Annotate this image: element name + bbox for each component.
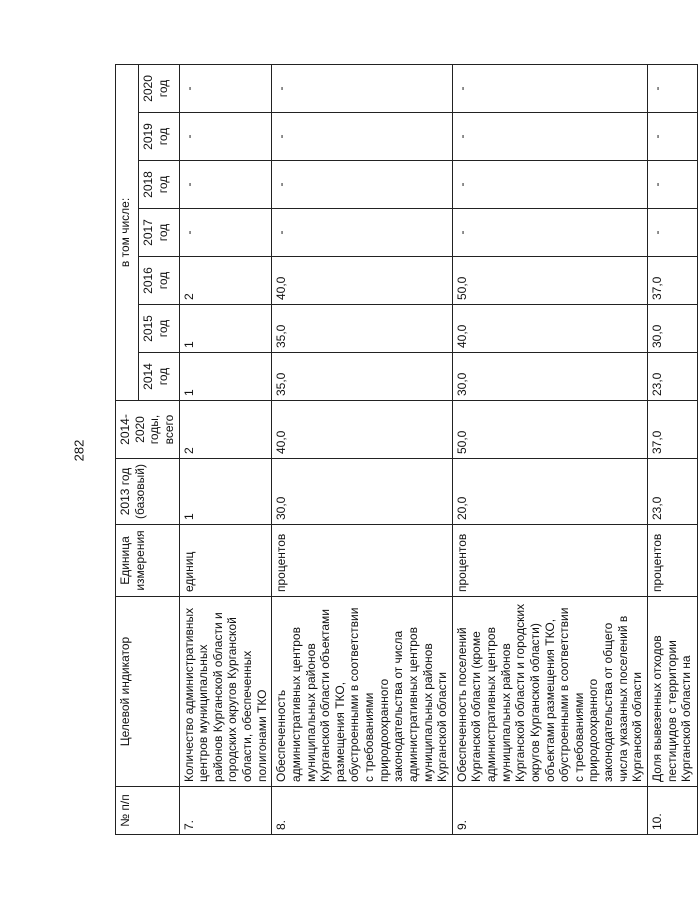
row-year-value: 35,0 (272, 305, 453, 353)
header-unit: Единица измерения (116, 525, 180, 597)
row-base: 1 (179, 459, 272, 525)
row-year-value: - (179, 161, 272, 209)
row-year-value: - (179, 209, 272, 257)
row-total: 37,0 (647, 401, 697, 459)
row-year-value: - (647, 64, 697, 112)
header-row-1 (116, 64, 139, 834)
header-base-year: 2013 год (базовый) (116, 459, 180, 525)
row-year-value: - (647, 209, 697, 257)
row-year-value: - (452, 209, 647, 257)
row-num: 9. (452, 787, 647, 835)
header-including: в том числе: (116, 64, 139, 400)
rotated-table-container (115, 65, 694, 835)
header-num: № п/п (116, 787, 180, 835)
row-base: 30,0 (272, 459, 453, 525)
row-year-value: 50,0 (452, 257, 647, 305)
row-num: 10. (647, 787, 697, 835)
header-year: 2019 год (139, 113, 179, 161)
row-total: 50,0 (452, 401, 647, 459)
header-year: 2016 год (139, 257, 179, 305)
row-year-value: 1 (179, 353, 272, 401)
row-indicator: Доля вывезенных отходов пестицидов с территории Курганской области на (647, 597, 697, 787)
row-year-value: - (452, 161, 647, 209)
header-year: 2015 год (139, 305, 179, 353)
row-unit: процентов (452, 525, 647, 597)
row-year-value: - (179, 64, 272, 112)
row-year-value: 37,0 (647, 257, 697, 305)
row-year-value: - (272, 209, 453, 257)
row-year-value: 40,0 (272, 257, 453, 305)
row-year-value: - (272, 113, 453, 161)
header-indicator: Целевой индикатор (116, 597, 180, 787)
row-num: 7. (179, 787, 272, 835)
row-indicator: Количество административных центров муниципальных районов Курганской области и городских округов Курганской области, обеспеченных полигонами ТКО (179, 597, 272, 787)
row-year-value: 40,0 (452, 305, 647, 353)
table-row (179, 64, 272, 834)
row-unit: процентов (272, 525, 453, 597)
row-year-value: - (272, 161, 453, 209)
row-unit: единиц (179, 525, 272, 597)
header-year: 2014 год (139, 353, 179, 401)
row-base: 20,0 (452, 459, 647, 525)
table-row (272, 64, 453, 834)
header-year: 2017 год (139, 209, 179, 257)
row-year-value: 2 (179, 257, 272, 305)
row-unit: процентов (647, 525, 697, 597)
target-indicators-table (115, 64, 698, 835)
row-num: 8. (272, 787, 453, 835)
row-indicator: Обеспеченность поселений Курганской области (кроме административных центров муниципальных районов Курганской области и городских округов Курганской области) объектами размещения ТКО, обустроенными в соответствии с требованиями природоохранного законодательства от общего числа указанных поселений в Курганской области (452, 597, 647, 787)
row-year-value: - (647, 113, 697, 161)
row-year-value: - (179, 113, 272, 161)
row-year-value: 30,0 (647, 305, 697, 353)
header-year: 2018 год (139, 161, 179, 209)
row-year-value: 35,0 (272, 353, 453, 401)
row-year-value: - (272, 64, 453, 112)
page-number: 282 (71, 439, 87, 462)
row-year-value: - (647, 161, 697, 209)
header-year: 2020 год (139, 64, 179, 112)
row-indicator: Обеспеченность административных центров муниципальных районов Курганской области объектами размещения ТКО, обустроенными в соответствии с требованиями природоохранного законодательства от числа административных центров муниципальных районов Курганской области (272, 597, 453, 787)
row-year-value: 23,0 (647, 353, 697, 401)
row-year-value: 30,0 (452, 353, 647, 401)
row-year-value: - (452, 113, 647, 161)
row-base: 23,0 (647, 459, 697, 525)
row-total: 40,0 (272, 401, 453, 459)
table-row (647, 64, 697, 834)
table-row (452, 64, 647, 834)
row-total: 2 (179, 401, 272, 459)
header-total: 2014-2020 годы, всего (116, 401, 180, 459)
row-year-value: 1 (179, 305, 272, 353)
row-year-value: - (452, 64, 647, 112)
